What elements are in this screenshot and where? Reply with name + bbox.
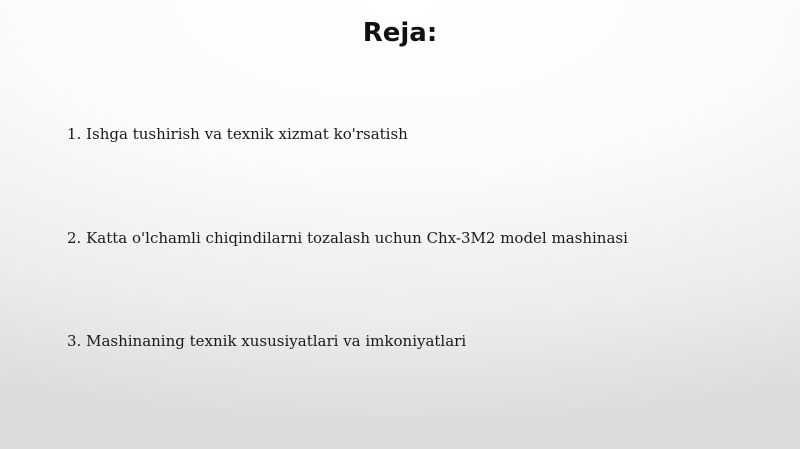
slide-title: Reja: [362, 18, 438, 48]
plan-item-2: 2. Katta o'lchamli chiqindilarni tozalash uchun Chx-3M2 model mashinasi [67, 229, 628, 247]
plan-item-1: 1. Ishga tushirish va texnik xizmat ko'rsatish [67, 125, 408, 143]
plan-item-3: 3. Mashinaning texnik xususiyatlari va imkoniyatlari [67, 332, 467, 350]
